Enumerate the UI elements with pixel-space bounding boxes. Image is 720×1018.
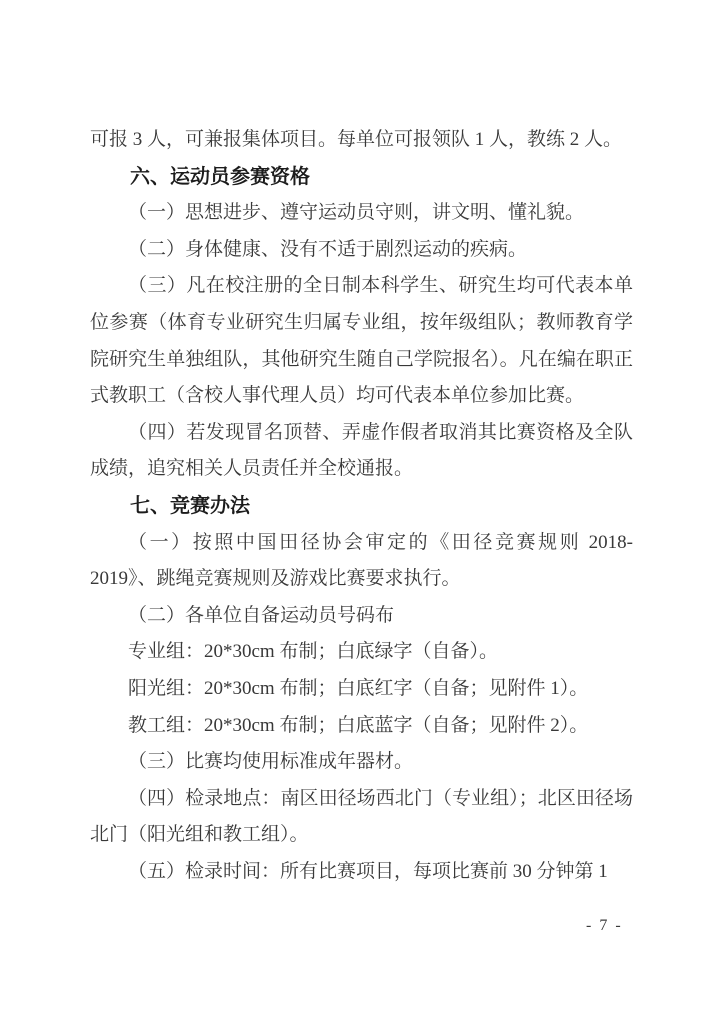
paragraph: （三）凡在校注册的全日制本科学生、研究生均可代表本单位参赛（体育专业研究生归属专业组，按年级组队；教师教育学院研究生单独组队，其他研究生随自己学院报名）。凡在编在职正式教职工（含校人事代理人员）均可代表本单位参加比赛。	[90, 275, 633, 407]
paragraph: （二）身体健康、没有不适于剧烈运动的疾病。	[128, 238, 528, 260]
section-heading: 七、竞赛办法	[130, 494, 250, 517]
paragraph: 专业组：20*30cm 布制；白底绿字（自备）。	[128, 641, 498, 663]
paragraph: 教工组：20*30cm 布制；白底蓝字（自备；见附件 2）。	[128, 714, 589, 736]
document-body	[90, 122, 633, 890]
paragraph: （四）若发现冒名顶替、弄虚作假者取消其比赛资格及全队成绩，追究相关人员责任并全校通报。	[90, 421, 633, 480]
paragraph: （一）按照中国田径协会审定的《田径竞赛规则 2018-2019》、跳绳竞赛规则及游戏比赛要求执行。	[90, 531, 633, 590]
page-number: - 7 -	[586, 917, 623, 934]
paragraph: （一）思想进步、遵守运动员守则，讲文明、懂礼貌。	[128, 202, 585, 224]
paragraph: 可报 3 人，可兼报集体项目。每单位可报领队 1 人，教练 2 人。	[90, 129, 623, 150]
section-heading: 六、运动员参赛资格	[130, 165, 310, 188]
paragraph: （四）检录地点：南区田径场西北门（专业组）；北区田径场北门（阳光组和教工组）。	[90, 787, 633, 846]
paragraph: （三）比赛均使用标准成年器材。	[128, 751, 414, 773]
paragraph: （五）检录时间：所有比赛项目，每项比赛前 30 分钟第 1	[128, 860, 608, 882]
paragraph: （二）各单位自备运动员号码布	[128, 604, 395, 626]
paragraph: 阳光组：20*30cm 布制；白底红字（自备；见附件 1）。	[128, 677, 589, 699]
